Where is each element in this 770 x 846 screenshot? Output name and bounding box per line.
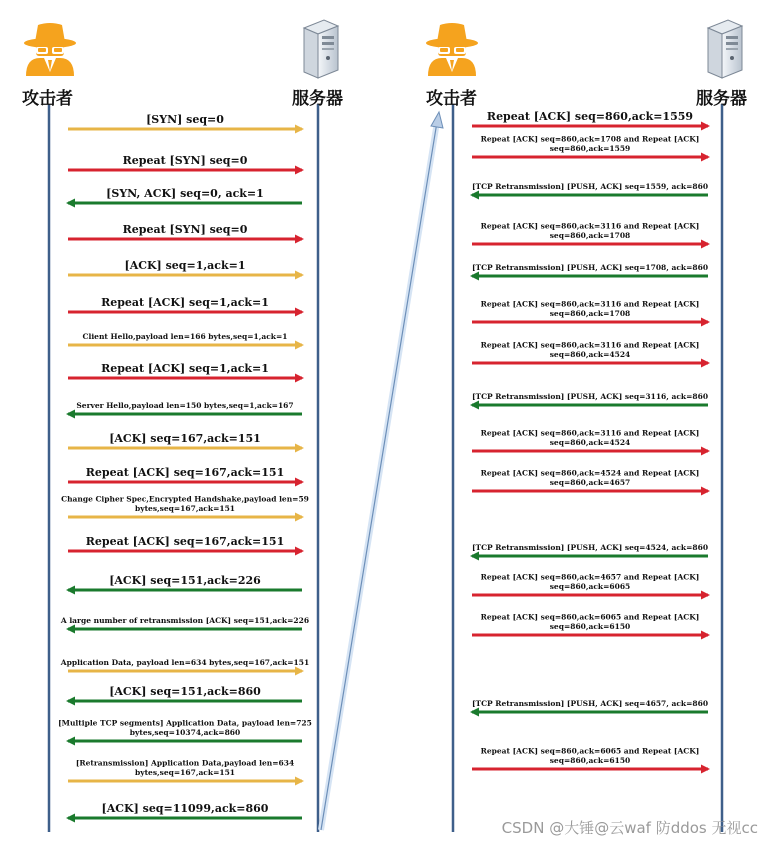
- message-label: seq=860,ack=1708: [549, 309, 631, 318]
- message-label: Repeat [ACK] seq=860,ack=1708 and Repeat [ACK]: [480, 134, 700, 144]
- message-arrow: [68, 154, 304, 175]
- message-arrow: [470, 543, 708, 561]
- message-label: [TCP Retransmission] [PUSH, ACK] seq=1559, ack=860: [471, 182, 709, 191]
- arrow-head: [470, 401, 479, 410]
- message-label: [TCP Retransmission] [PUSH, ACK] seq=1708, ack=860: [471, 263, 709, 272]
- right-message-list: [470, 110, 710, 774]
- server-icon: [708, 20, 742, 78]
- arrow-head: [66, 737, 75, 746]
- message-label: seq=860,ack=4524: [549, 438, 631, 447]
- message-arrow: [68, 466, 304, 487]
- message-label: Repeat [ACK] seq=167,ack=151: [85, 535, 285, 548]
- arrow-head: [701, 591, 710, 600]
- message-arrow: [472, 747, 710, 774]
- server-icon: [304, 20, 338, 78]
- message-label: [SYN] seq=0: [146, 113, 224, 126]
- message-arrow: [68, 296, 304, 317]
- message-label: Repeat [ACK] seq=860,ack=4524 and Repeat [ACK]: [480, 468, 700, 478]
- message-arrow: [68, 535, 304, 556]
- arrow-head: [295, 374, 304, 383]
- message-arrow: [68, 223, 304, 244]
- arrow-head: [701, 318, 710, 327]
- arrow-head: [295, 444, 304, 453]
- message-label: Repeat [SYN] seq=0: [122, 223, 248, 236]
- arrow-head: [66, 199, 75, 208]
- message-label: seq=860,ack=1708: [549, 231, 631, 240]
- arrow-head: [295, 513, 304, 522]
- message-arrow: [472, 341, 710, 368]
- message-label: [TCP Retransmission] [PUSH, ACK] seq=4657, ack=860: [471, 699, 709, 708]
- arrow-head: [66, 814, 75, 823]
- message-arrow: [472, 613, 710, 640]
- message-label: Repeat [ACK] seq=860,ack=3116 and Repeat [ACK]: [480, 340, 700, 350]
- message-label: Repeat [ACK] seq=1,ack=1: [101, 296, 269, 309]
- arrow-head: [701, 447, 710, 456]
- message-arrow: [58, 719, 312, 746]
- message-arrow: [472, 573, 710, 600]
- arrow-head: [66, 697, 75, 706]
- message-label: seq=860,ack=4524: [549, 350, 631, 359]
- arrow-head: [470, 191, 479, 200]
- message-arrow: [66, 401, 302, 419]
- message-label: Repeat [ACK] seq=1,ack=1: [101, 362, 269, 375]
- arrow-head: [66, 410, 75, 419]
- message-arrow: [68, 759, 304, 786]
- message-arrow: [472, 429, 710, 456]
- message-label: seq=860,ack=6150: [549, 756, 631, 765]
- message-arrow: [472, 222, 710, 249]
- message-arrow: [472, 469, 710, 496]
- message-arrow: [472, 300, 710, 327]
- arrow-head: [295, 478, 304, 487]
- arrow-head: [295, 235, 304, 244]
- message-label: Repeat [ACK] seq=167,ack=151: [85, 466, 285, 479]
- message-arrow: [66, 685, 302, 706]
- message-label: Repeat [ACK] seq=860,ack=3116 and Repeat [ACK]: [480, 221, 700, 231]
- arrow-head: [701, 631, 710, 640]
- message-arrow: [66, 574, 302, 595]
- message-label: bytes,seq=167,ack=151: [134, 504, 236, 513]
- continuation-arrow: [321, 112, 443, 830]
- arrow-head: [66, 586, 75, 595]
- arrow-head: [470, 272, 479, 281]
- message-label: Server Hello,payload len=150 bytes,seq=1,ack=167: [76, 401, 294, 410]
- arrow-head: [295, 271, 304, 280]
- message-label: [SYN, ACK] seq=0, ack=1: [106, 187, 264, 200]
- message-label: seq=860,ack=6150: [549, 622, 631, 631]
- message-label: [ACK] seq=167,ack=151: [109, 432, 261, 445]
- message-label: [TCP Retransmission] [PUSH, ACK] seq=4524, ack=860: [471, 543, 709, 552]
- message-arrow: [68, 432, 304, 453]
- message-label: seq=860,ack=1559: [549, 144, 631, 153]
- watermark: CSDN @大锤@云waf 防ddos 无视cc: [501, 819, 758, 837]
- arrow-head: [295, 667, 304, 676]
- message-label: seq=860,ack=4657: [549, 478, 631, 487]
- message-arrow: [470, 263, 708, 281]
- message-label: seq=860,ack=6065: [549, 582, 631, 591]
- message-label: A large number of retransmission [ACK] seq=151,ack=226: [60, 616, 310, 625]
- arrow-head: [701, 487, 710, 496]
- message-arrow: [60, 658, 309, 676]
- message-arrow: [68, 362, 304, 383]
- arrow-head: [701, 765, 710, 774]
- arrow-head: [295, 125, 304, 134]
- server-label: 服务器: [292, 89, 343, 109]
- message-arrow: [61, 495, 309, 522]
- message-label: Repeat [ACK] seq=860,ack=1559: [486, 110, 694, 123]
- server-label: 服务器: [696, 89, 747, 109]
- message-label: bytes,seq=10374,ack=860: [129, 728, 241, 737]
- message-label: [ACK] seq=11099,ack=860: [101, 802, 269, 815]
- arrow-head: [295, 308, 304, 317]
- message-arrow: [66, 187, 302, 208]
- message-label: Repeat [ACK] seq=860,ack=6065 and Repeat [ACK]: [480, 746, 700, 756]
- arrow-head: [470, 552, 479, 561]
- message-label: Change Cipher Spec,Encrypted Handshake,payload len=59: [61, 494, 309, 504]
- message-label: Repeat [ACK] seq=860,ack=3116 and Repeat [ACK]: [480, 428, 700, 438]
- arrow-head: [701, 359, 710, 368]
- arrow-head: [295, 166, 304, 175]
- arrow-head: [470, 708, 479, 717]
- arrow-head: [295, 777, 304, 786]
- message-label: Repeat [SYN] seq=0: [122, 154, 248, 167]
- message-label: Repeat [ACK] seq=860,ack=3116 and Repeat [ACK]: [480, 299, 700, 309]
- arrow-head: [66, 625, 75, 634]
- arrow-head: [295, 547, 304, 556]
- message-arrow: [68, 113, 304, 134]
- message-label: Repeat [ACK] seq=860,ack=4657 and Repeat [ACK]: [480, 572, 700, 582]
- message-label: [Retransmission] Application Data,payload len=634: [75, 758, 295, 768]
- message-arrow: [470, 182, 708, 200]
- arrow-head: [701, 122, 710, 131]
- message-label: [TCP Retransmission] [PUSH, ACK] seq=3116, ack=860: [471, 392, 709, 401]
- message-label: [ACK] seq=151,ack=860: [109, 685, 261, 698]
- message-arrow: [472, 135, 710, 162]
- attacker-label: 攻击者: [22, 89, 73, 109]
- message-label: Client Hello,payload len=166 bytes,seq=1,ack=1: [82, 332, 288, 341]
- attacker-icon: [426, 23, 478, 76]
- message-arrow: [66, 802, 302, 823]
- message-label: [ACK] seq=151,ack=226: [109, 574, 261, 587]
- arrow-head: [295, 341, 304, 350]
- arrow-head: [701, 240, 710, 249]
- arrow-head: [701, 153, 710, 162]
- message-label: [Multiple TCP segments] Application Data, payload len=725: [58, 718, 312, 728]
- message-arrow: [472, 110, 710, 131]
- message-label: Application Data, payload len=634 bytes,seq=167,ack=151: [60, 658, 310, 667]
- message-label: Repeat [ACK] seq=860,ack=6065 and Repeat [ACK]: [480, 612, 700, 622]
- left-message-list: [58, 113, 312, 823]
- message-label: [ACK] seq=1,ack=1: [124, 259, 246, 272]
- message-arrow: [60, 616, 309, 634]
- message-arrow: [68, 332, 304, 350]
- attacker-icon: [24, 23, 76, 76]
- attacker-label: 攻击者: [426, 89, 477, 109]
- message-arrow: [470, 392, 708, 410]
- message-arrow: [470, 699, 708, 717]
- message-arrow: [68, 259, 304, 280]
- message-label: bytes,seq=167,ack=151: [134, 768, 236, 777]
